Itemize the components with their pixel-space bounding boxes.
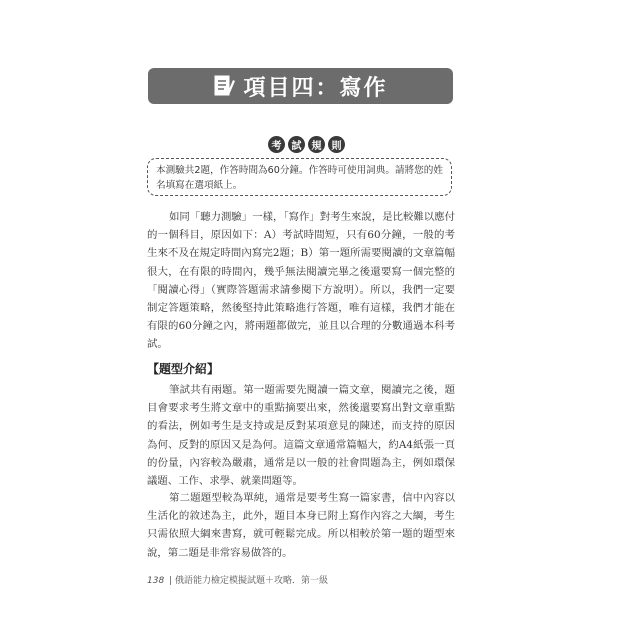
rules-label-char: 試 <box>288 136 305 153</box>
chapter-title-bar <box>148 68 453 104</box>
page-footer <box>147 573 328 586</box>
exam-rules-box: 本測驗共2題，作答時間為60分鐘。作答時可使用詞典。請將您的姓名填寫在選項紙上。 <box>147 158 452 196</box>
chapter-title: 項目四：寫作 <box>243 75 388 101</box>
rules-label-char: 考 <box>268 136 285 153</box>
exam-rules-label <box>268 136 345 156</box>
section-heading: 【題型介紹】 <box>147 362 220 376</box>
notepad-pencil-icon <box>213 74 235 98</box>
rules-label-char: 規 <box>308 136 325 153</box>
body-paragraph-2: 第二題題型較為單純，通常是要考生寫一篇家書，信中內容以生活化的敘述為主，此外，題目本身已附上寫作內容之大綱，考生只需依照大綱來書寫，就可輕鬆完成。所以相較於第一題的題型來說，第二題是非常容易做答的。 <box>147 492 455 559</box>
intro-paragraph: 如同「聽力測驗」一樣，「寫作」對考生來說，是比較難以應付的一個科目，原因如下：A）考試時間短，只有60分鐘，一般的考生來不及在規定時間內寫完2題；B）第一題所需要閱讀的文章篇幅很大，在有限的時間內，幾乎無法閱讀完畢之後還要寫一個完整的「閱讀心得」（實際答題需求請參閱下方說明）。所以，我們一定要制定答題策略，然後堅持此策略進行答題，唯有這樣，我們才能在有限的60分鐘之內，將兩題都做完，並且以合理的分數通過本科考試。 <box>147 211 455 351</box>
page-number: 138 <box>147 576 165 586</box>
body-paragraph-1: 筆試共有兩題。第一題需要先閱讀一篇文章，閱讀完之後，題目會要求考生將文章中的重點摘要出來，然後還要寫出對文章重點的看法，例如考生是支持或是反對某項意見的陳述，而支持的原因為何、反對的原因又是為何。這篇文章通常篇幅大，約A4紙張一頁的份量，內容較為嚴肅，通常是以一般的社會問題為主，例如環保議題、工作、求學、就業問題等。 <box>147 384 455 488</box>
book-title: | 俄語能力檢定模擬試題＋攻略．第一級 <box>169 576 328 586</box>
rules-label-char: 則 <box>328 136 345 153</box>
